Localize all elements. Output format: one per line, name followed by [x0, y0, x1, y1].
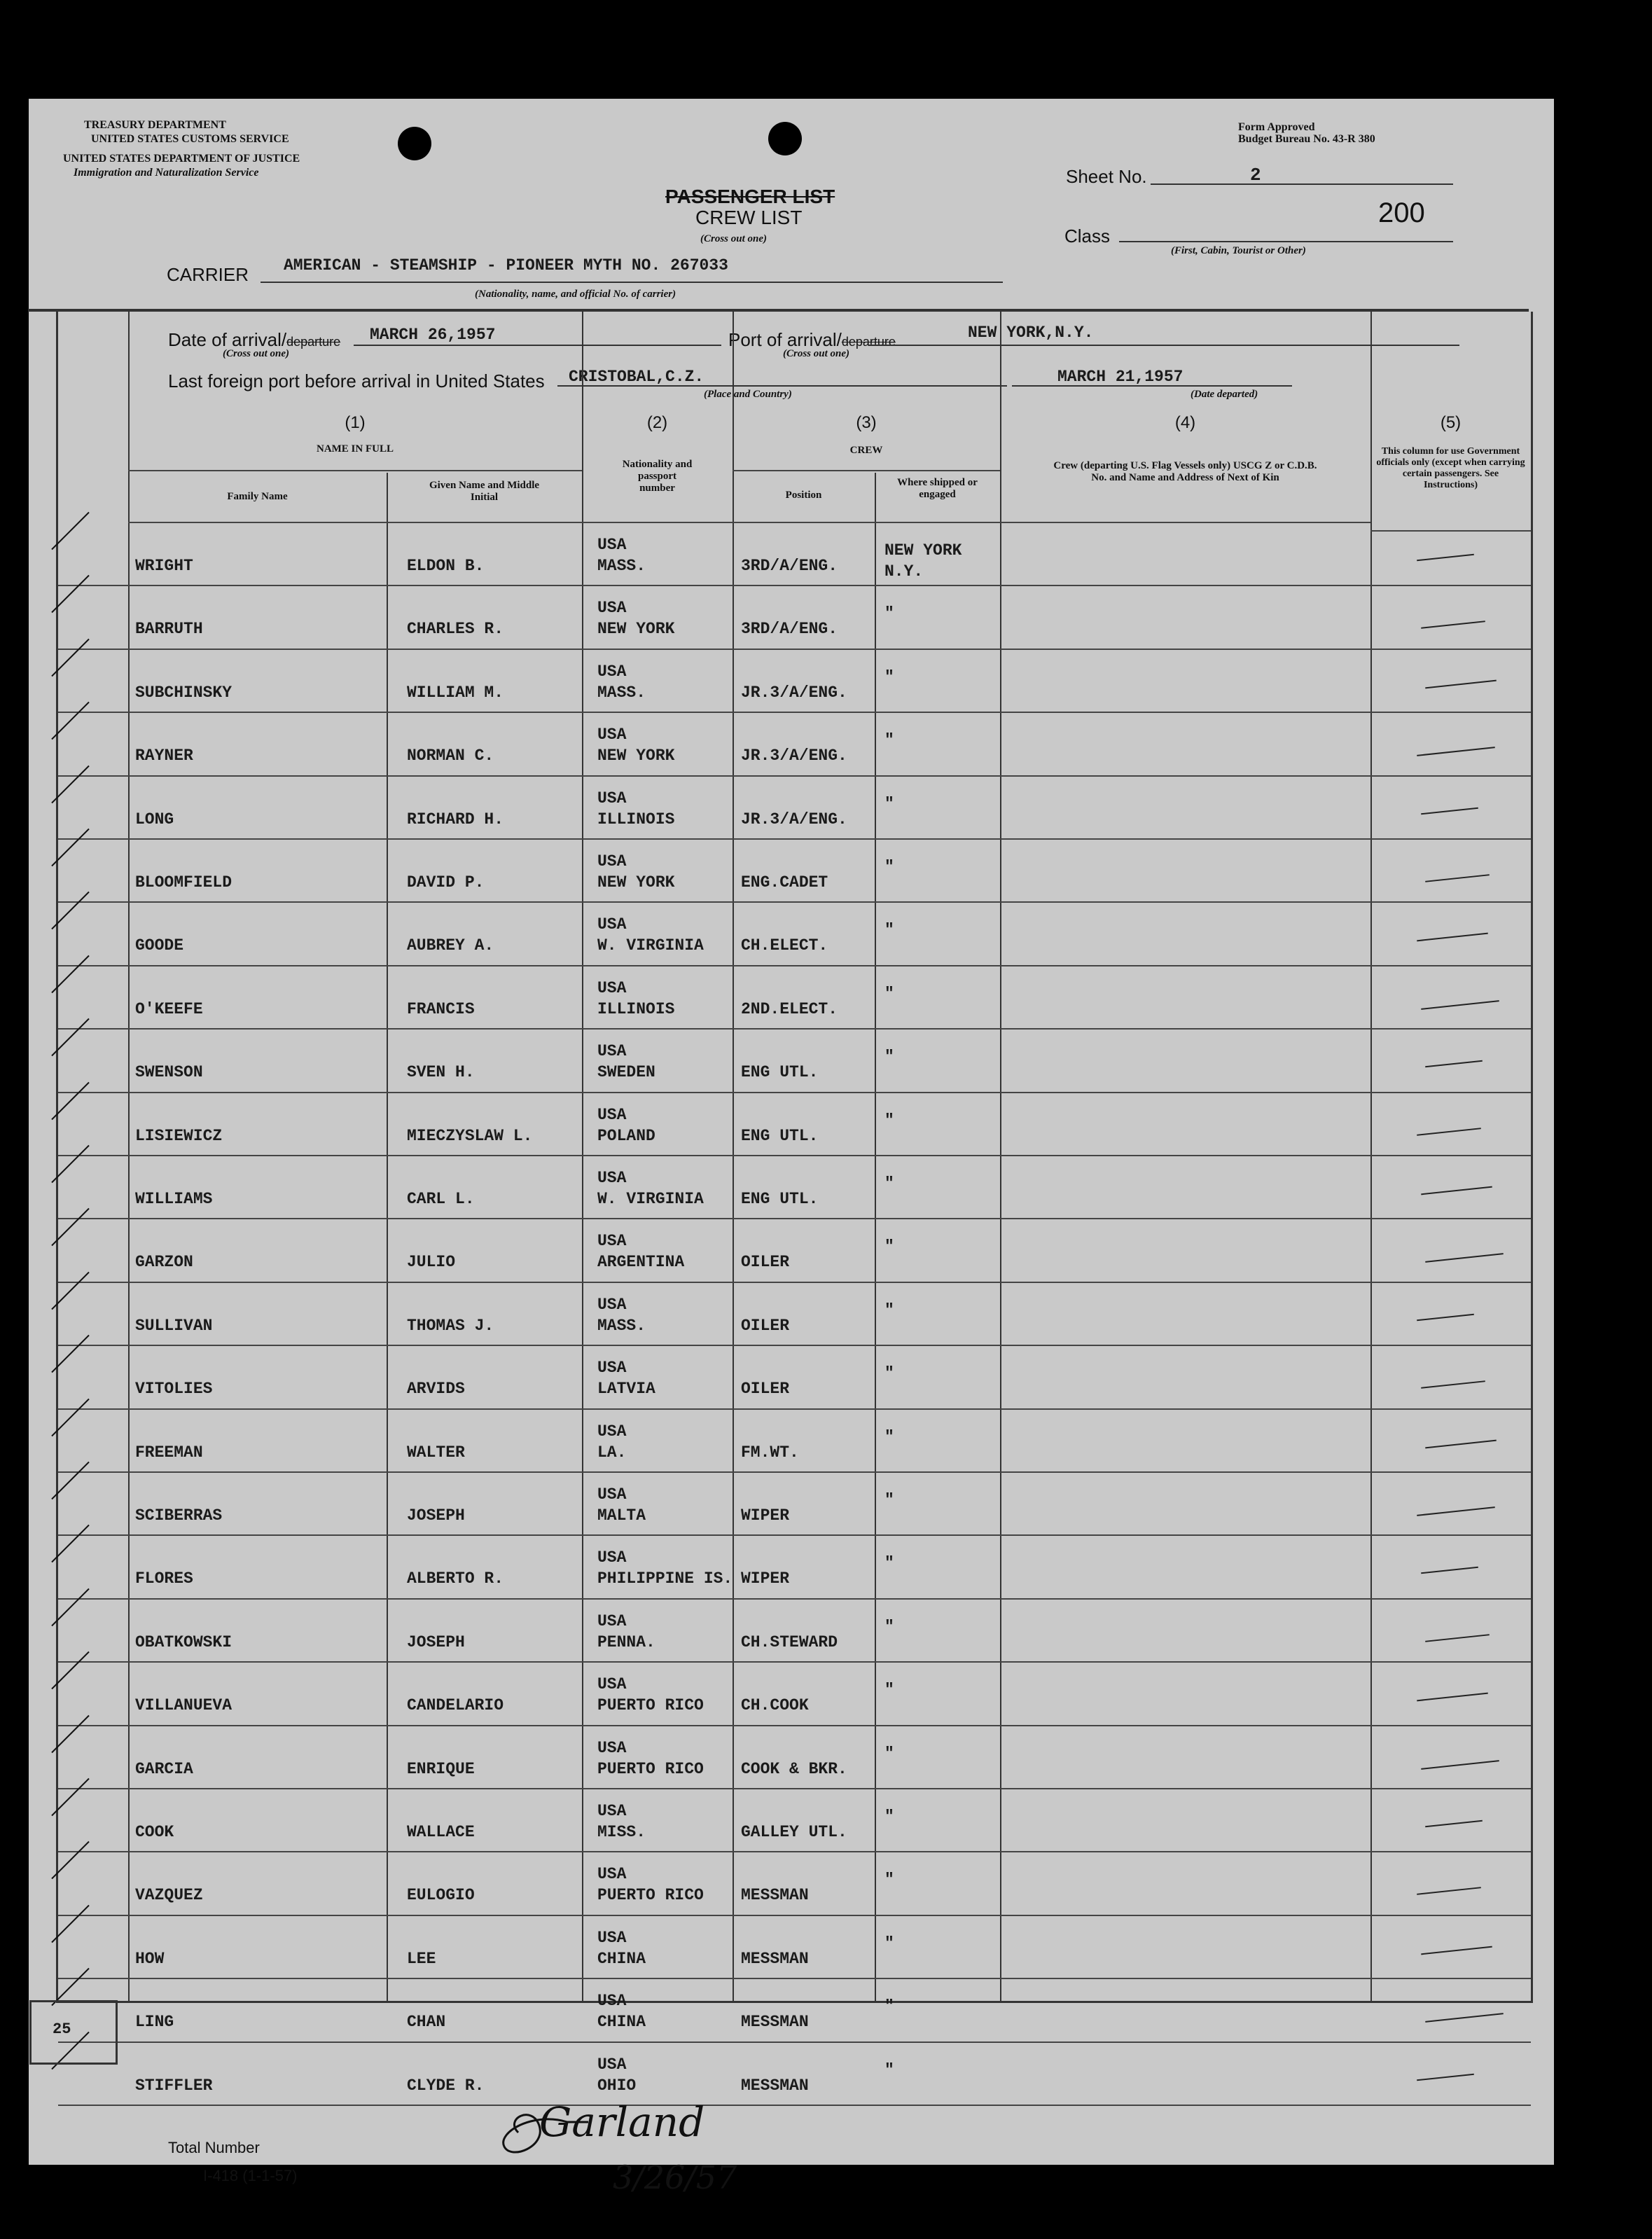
family-name: FREEMAN — [135, 1443, 203, 1462]
table-row — [58, 1093, 1531, 1156]
table-row — [58, 1030, 1531, 1093]
table-row — [58, 966, 1531, 1030]
passport-place: PUERTO RICO — [597, 1886, 704, 1905]
position: 3RD/A/ENG. — [741, 557, 838, 575]
where-shipped: " — [884, 984, 894, 1003]
given-name: JOSEPH — [407, 1506, 465, 1525]
nationality: USA — [597, 852, 627, 871]
table-row — [58, 1156, 1531, 1219]
port-label-text: Port of arrival/ — [728, 329, 842, 350]
class-note: (First, Cabin, Tourist or Other) — [1171, 245, 1306, 256]
family-name: VITOLIES — [135, 1380, 213, 1399]
nationality: USA — [597, 1675, 627, 1694]
position: ENG UTL. — [741, 1190, 819, 1208]
passport-place: LATVIA — [597, 1380, 655, 1399]
nationality: USA — [597, 1802, 627, 1820]
form-title: CREW LIST — [695, 207, 803, 228]
table-row — [58, 650, 1531, 713]
nationality: USA — [597, 1169, 627, 1187]
position: OILER — [741, 1316, 790, 1335]
family-name: BLOOMFIELD — [135, 873, 232, 892]
where-shipped: " — [884, 1554, 894, 1573]
family-name: COOK — [135, 1823, 174, 1841]
agency-justice: UNITED STATES DEPARTMENT OF JUSTICE — [63, 153, 300, 165]
nationality: USA — [597, 1232, 627, 1251]
passport-place: MASS. — [597, 1316, 646, 1335]
col1-number: (1) — [345, 413, 366, 432]
position: ENG UTL. — [741, 1063, 819, 1082]
position: 2ND.ELECT. — [741, 999, 838, 1018]
position: GALLEY UTL. — [741, 1823, 847, 1841]
nationality: USA — [597, 1738, 627, 1757]
where-shipped: " — [884, 667, 894, 686]
nationality: USA — [597, 1865, 627, 1884]
passport-place: PENNA. — [597, 1633, 655, 1651]
passport-place: CHINA — [597, 1949, 646, 1968]
family-name: WRIGHT — [135, 557, 193, 575]
table-row — [58, 586, 1531, 649]
agency-treasury: TREASURY DEPARTMENT — [84, 119, 226, 131]
passport-place: LA. — [597, 1443, 627, 1462]
position: OILER — [741, 1380, 790, 1399]
family-name: SCIBERRAS — [135, 1506, 223, 1525]
where-shipped: " — [884, 794, 894, 813]
table-row — [58, 1663, 1531, 1726]
family-name: HOW — [135, 1949, 165, 1968]
carrier-value: AMERICAN - STEAMSHIP - PIONEER MYTH NO. 267033 — [284, 256, 728, 275]
given-name: AUBREY A. — [407, 936, 494, 955]
nationality: USA — [597, 1105, 627, 1124]
position: COOK & BKR. — [741, 1759, 847, 1778]
departed-note: (Date departed) — [1191, 389, 1258, 400]
class-label: Class — [1064, 226, 1111, 247]
col2-header: Nationality and passport number — [622, 459, 693, 494]
form-approved: Form Approved — [1238, 121, 1315, 133]
position: CH.ELECT. — [741, 936, 828, 955]
total-label: Total Number — [168, 2139, 260, 2156]
table-row — [58, 1979, 1531, 2042]
family-name: LISIEWICZ — [135, 1126, 223, 1145]
given-name: ARVIDS — [407, 1380, 465, 1399]
col1b-header: Given Name and Middle Initial — [429, 480, 540, 503]
family-name: LING — [135, 2013, 174, 2032]
given-name: MIECZYSLAW L. — [407, 1126, 533, 1145]
table-row — [58, 1916, 1531, 1979]
col3-title: CREW — [849, 445, 883, 456]
position: MESSMAN — [741, 2076, 809, 2095]
where-shipped: " — [884, 1808, 894, 1826]
table-row — [58, 523, 1531, 586]
col2-number: (2) — [646, 413, 668, 432]
position: WIPER — [741, 1506, 790, 1525]
passport-place: CHINA — [597, 2013, 646, 2032]
nationality: USA — [597, 599, 627, 618]
nationality: USA — [597, 662, 627, 681]
table-row — [58, 1473, 1531, 1536]
nationality: USA — [597, 978, 627, 997]
where-shipped: " — [884, 604, 894, 623]
given-name: JOSEPH — [407, 1633, 465, 1651]
passport-place: MASS. — [597, 557, 646, 575]
port-note: (Cross out one) — [783, 348, 850, 359]
date-label-text: Date of arrival/ — [168, 329, 287, 350]
date-struck: departure — [286, 335, 341, 349]
passport-place: MALTA — [597, 1506, 646, 1525]
lastport-note: (Place and Country) — [704, 389, 792, 400]
given-name: ELDON B. — [407, 557, 485, 575]
nationality: USA — [597, 789, 627, 807]
where-shipped: " — [884, 1174, 894, 1193]
passport-place: ILLINOIS — [597, 810, 675, 829]
agency-ins: Immigration and Naturalization Service — [74, 167, 259, 179]
family-name: GARCIA — [135, 1759, 193, 1778]
punch-hole — [398, 127, 431, 160]
family-name: STIFFLER — [135, 2076, 213, 2095]
position: CH.COOK — [741, 1696, 809, 1715]
passport-place: ARGENTINA — [597, 1253, 685, 1272]
where-shipped: " — [884, 1681, 894, 1700]
nationality: USA — [597, 1928, 627, 1947]
table-row — [58, 777, 1531, 840]
position: ENG.CADET — [741, 873, 828, 892]
given-name: EULOGIO — [407, 1886, 475, 1905]
table-row — [58, 1410, 1531, 1473]
given-name: THOMAS J. — [407, 1316, 494, 1335]
position: WIPER — [741, 1569, 790, 1588]
col3a-header: Position — [785, 490, 822, 501]
col3-number: (3) — [856, 413, 877, 432]
where-shipped: " — [884, 1427, 894, 1446]
given-name: SVEN H. — [407, 1063, 475, 1082]
lastport-label: Last foreign port before arrival in United States — [168, 370, 545, 391]
given-name: ALBERTO R. — [407, 1569, 504, 1588]
where-shipped: " — [884, 1301, 894, 1319]
family-name: SWENSON — [135, 1063, 203, 1082]
position: 3RD/A/ENG. — [741, 620, 838, 639]
class-value: 200 — [1378, 197, 1425, 228]
family-name: VILLANUEVA — [135, 1696, 232, 1715]
passport-place: ILLINOIS — [597, 999, 675, 1018]
position: MESSMAN — [741, 1886, 809, 1905]
check-mark — [51, 512, 89, 550]
nationality: USA — [597, 1548, 627, 1567]
family-name: WILLIAMS — [135, 1190, 213, 1208]
position: MESSMAN — [741, 2013, 809, 2032]
sheet-label: Sheet No. — [1066, 166, 1147, 187]
port-value: NEW YORK,N.Y. — [968, 324, 1094, 342]
family-name: O'KEEFE — [135, 999, 203, 1018]
total-box — [29, 2000, 118, 2065]
family-name: SULLIVAN — [135, 1316, 213, 1335]
table-row — [58, 840, 1531, 903]
position: ENG UTL. — [741, 1126, 819, 1145]
passport-place: W. VIRGINIA — [597, 1190, 704, 1208]
where-shipped: " — [884, 1997, 894, 2016]
departed-value: MARCH 21,1957 — [1057, 368, 1184, 386]
nationality: USA — [597, 915, 627, 934]
family-name: GOODE — [135, 936, 184, 955]
given-name: CHAN — [407, 2013, 446, 2032]
given-name: CLYDE R. — [407, 2076, 485, 2095]
passport-place: PHILIPPINE IS. — [597, 1569, 733, 1588]
passport-place: NEW YORK — [597, 873, 675, 892]
where-shipped: " — [884, 2060, 894, 2079]
punch-hole — [768, 122, 802, 155]
given-name: JULIO — [407, 1253, 456, 1272]
given-name: WILLIAM M. — [407, 683, 504, 702]
passport-place: MASS. — [597, 683, 646, 702]
family-name: BARRUTH — [135, 620, 203, 639]
nationality: USA — [597, 1042, 627, 1061]
table-row — [58, 2043, 1531, 2106]
table-row — [58, 1600, 1531, 1663]
port-struck: departure — [841, 335, 896, 349]
where-shipped: " — [884, 858, 894, 876]
passport-place: MISS. — [597, 1823, 646, 1841]
nationality: USA — [597, 1422, 627, 1441]
nationality: USA — [597, 726, 627, 744]
position: CH.STEWARD — [741, 1633, 838, 1651]
nationality: USA — [597, 1992, 627, 2011]
passport-place: SWEDEN — [597, 1063, 655, 1082]
table-row — [58, 1219, 1531, 1282]
where-shipped: " — [884, 1617, 894, 1636]
signature-date: 3/26/57 — [613, 2158, 737, 2196]
where-shipped: " — [884, 731, 894, 750]
signature-name: Garland — [539, 2098, 705, 2146]
where-shipped: " — [884, 1364, 894, 1383]
family-name: RAYNER — [135, 747, 193, 765]
col3b-header: Where shipped or engaged — [897, 477, 978, 500]
where-shipped: " — [884, 1871, 894, 1890]
family-name: SUBCHINSKY — [135, 683, 232, 702]
family-name: FLORES — [135, 1569, 193, 1588]
title-note: (Cross out one) — [700, 233, 768, 244]
carrier-label: CARRIER — [167, 264, 249, 285]
budget-bureau: Budget Bureau No. 43-R 380 — [1238, 133, 1375, 145]
passport-place: W. VIRGINIA — [597, 936, 704, 955]
lastport-value: CRISTOBAL,C.Z. — [569, 368, 704, 386]
nationality: USA — [597, 1295, 627, 1314]
where-shipped: " — [884, 921, 894, 940]
nationality: USA — [597, 1611, 627, 1630]
family-name: VAZQUEZ — [135, 1886, 203, 1905]
where-shipped: " — [884, 1048, 894, 1067]
where-shipped: " — [884, 1111, 894, 1130]
where-shipped: " — [884, 1238, 894, 1256]
col1a-header: Family Name — [227, 491, 288, 502]
given-name: FRANCIS — [407, 999, 475, 1018]
given-name: DAVID P. — [407, 873, 485, 892]
passport-place: OHIO — [597, 2076, 637, 2095]
given-name: LEE — [407, 1949, 436, 1968]
family-name: LONG — [135, 810, 174, 829]
sheet-number: 2 — [1250, 165, 1261, 186]
nationality: USA — [597, 1485, 627, 1504]
position: JR.3/A/ENG. — [741, 747, 847, 765]
date-note: (Cross out one) — [223, 348, 290, 359]
arrival-date: MARCH 26,1957 — [370, 326, 496, 344]
table-row — [58, 1283, 1531, 1346]
officer-signature — [490, 2091, 784, 2196]
total-number: 25 — [53, 2020, 71, 2038]
passport-place: POLAND — [597, 1126, 655, 1145]
title-struck: PASSENGER LIST — [665, 186, 835, 207]
table-row — [58, 1536, 1531, 1599]
form-number: I-418 (1-1-57) — [203, 2167, 298, 2184]
passport-place: PUERTO RICO — [597, 1696, 704, 1715]
table-row — [58, 713, 1531, 776]
given-name: CANDELARIO — [407, 1696, 504, 1715]
nationality: USA — [597, 536, 627, 554]
col4-header: Crew (departing U.S. Flag Vessels only) USCG Z or C.D.B. No. and Name and Address of Next of Kin — [1053, 460, 1317, 483]
col4-number: (4) — [1174, 413, 1196, 432]
given-name: RICHARD H. — [407, 810, 504, 829]
position: OILER — [741, 1253, 790, 1272]
where-shipped: NEW YORK N.Y. — [884, 541, 962, 581]
agency-customs: UNITED STATES CUSTOMS SERVICE — [91, 133, 289, 145]
passport-place: NEW YORK — [597, 620, 675, 639]
table-row — [58, 903, 1531, 966]
given-name: WALTER — [407, 1443, 465, 1462]
given-name: WALLACE — [407, 1823, 475, 1841]
nationality: USA — [597, 2055, 627, 2074]
where-shipped: " — [884, 1744, 894, 1763]
family-name: OBATKOWSKI — [135, 1633, 232, 1651]
given-name: CHARLES R. — [407, 620, 504, 639]
family-name: GARZON — [135, 1253, 193, 1272]
position: JR.3/A/ENG. — [741, 810, 847, 829]
col5-number: (5) — [1440, 413, 1462, 432]
table-row — [58, 1789, 1531, 1852]
where-shipped: " — [884, 1491, 894, 1509]
given-name: ENRIQUE — [407, 1759, 475, 1778]
nationality: USA — [597, 1359, 627, 1378]
col5-header: This column for use Government officials only (except when carrying certain passengers. See Instructions) — [1376, 446, 1525, 490]
table-row — [58, 1852, 1531, 1915]
carrier-note: (Nationality, name, and official No. of carrier) — [475, 289, 676, 300]
given-name: NORMAN C. — [407, 747, 494, 765]
position: MESSMAN — [741, 1949, 809, 1968]
where-shipped: " — [884, 1934, 894, 1953]
table-row — [58, 1726, 1531, 1789]
passport-place: PUERTO RICO — [597, 1759, 704, 1778]
passport-place: NEW YORK — [597, 747, 675, 765]
position: FM.WT. — [741, 1443, 799, 1462]
position: JR.3/A/ENG. — [741, 683, 847, 702]
col1-title: NAME IN FULL — [316, 443, 394, 455]
given-name: CARL L. — [407, 1190, 475, 1208]
table-row — [58, 1346, 1531, 1409]
